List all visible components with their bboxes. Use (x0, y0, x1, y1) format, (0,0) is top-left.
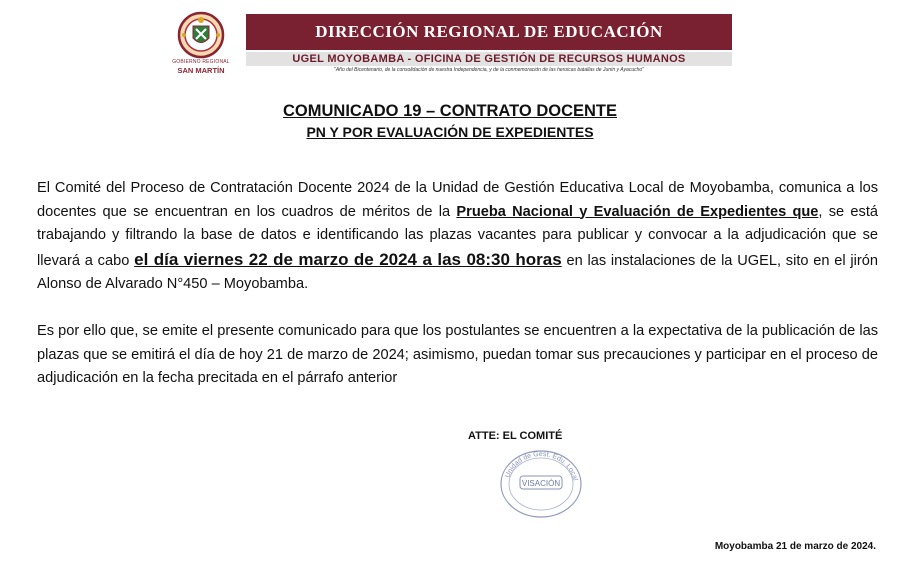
paragraph-1-text-a: El Comité del Proceso de Contratación Docente 2024 de la Unidad de Gestión Educativa Local de Moyobamba, comunica a los docentes que se encuentran en los cuadros de méritos de la (37, 180, 878, 220)
paragraph-1 (37, 177, 878, 297)
signature-line: ATTE: EL COMITÉ (468, 430, 563, 442)
paragraph-1-text-e: en las instalaciones de la UGEL, sito en el jirón Alonso de Alvarado N°450 – Moyobamba. (37, 252, 879, 292)
header-main-title: DIRECCIÓN REGIONAL DE EDUCACIÓN (246, 14, 732, 50)
document-date: Moyobamba 21 de marzo de 2024. (714, 541, 876, 552)
stamp-ring-text: Unidad de Gest. Edu. Local (504, 450, 579, 482)
header-subtitle: UGEL MOYOBAMBA - OFICINA DE GESTIÓN DE RECURSOS HUMANOS (246, 52, 732, 66)
header-motto: "Año del Bicentenario, de la consolidación de nuestra Independencia, y de la conmemoración de las heroicas batallas de Junín y Ayacucho" (334, 67, 644, 73)
communique-title: COMUNICADO 19 – CONTRATO DOCENTE (283, 102, 617, 120)
logo-caption-bottom: SAN MARTÍN (177, 66, 225, 75)
communique-subtitle: PN Y POR EVALUACIÓN DE EXPEDIENTES (306, 124, 594, 140)
stamp-seal-icon (496, 446, 586, 520)
paragraph-1-highlight-exams: Prueba Nacional y Evaluación de Expedientes que (456, 203, 819, 220)
paragraph-1-highlight-date: el día viernes 22 de marzo de 2024 a las 08:30 horas (134, 249, 562, 269)
official-stamp (496, 446, 586, 520)
logo-caption-top: GOBIERNO REGIONAL (172, 59, 230, 65)
regional-government-logo (168, 10, 234, 80)
paragraph-2: Es por ello que, se emite el presente comunicado para que los postulantes se encuentren a la expectativa de la publicación de las plazas que se emitirá el día de hoy 21 de marzo de 2024; asimismo, puedan tomar sus precauciones y participar en el proceso de adjudicación en la fecha precitada en el párrafo anterior (37, 323, 878, 386)
stamp-center-text: VISACIÓN (521, 479, 561, 488)
paragraph-1-text-c: , se está trabajando y filtrando la base de datos e identificando las plazas vacantes para publicar y convocar a la adjudicación que se llevará a cabo (37, 203, 879, 269)
svg-text:Unidad de Gest. Edu. Local (504, 451, 578, 482)
crest-icon (174, 10, 228, 60)
